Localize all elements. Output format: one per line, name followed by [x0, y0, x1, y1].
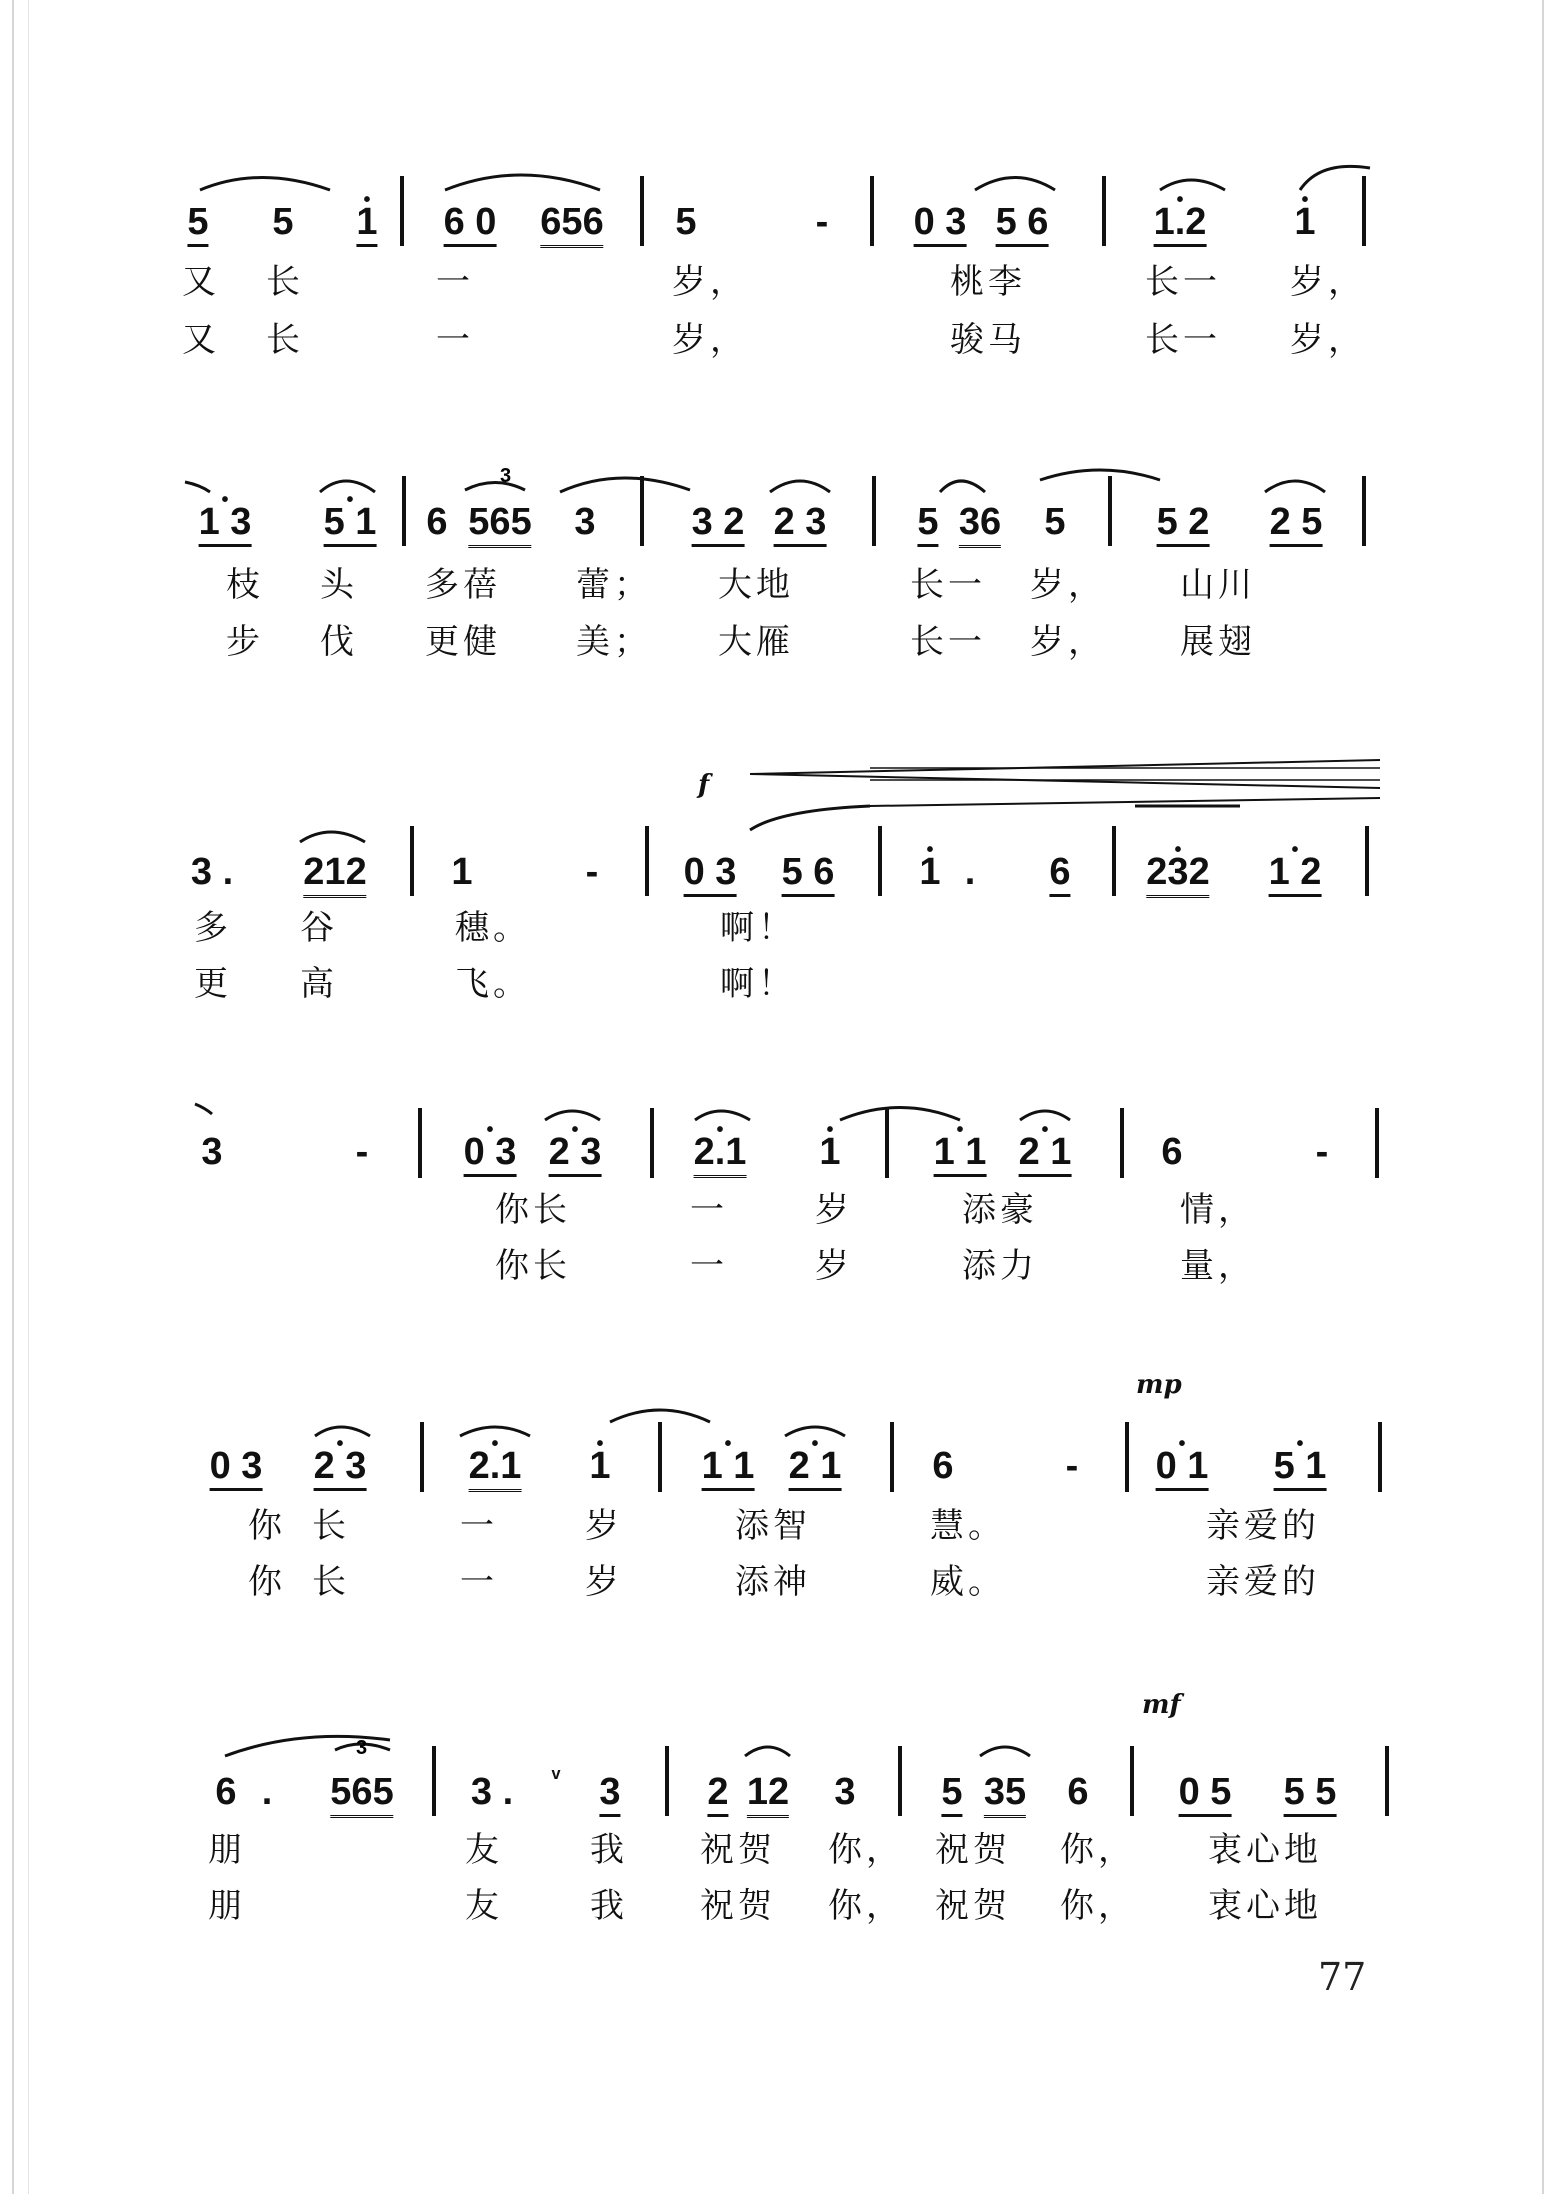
lyric: 我 [590, 1886, 628, 1926]
barline [420, 1422, 424, 1492]
note: - [585, 851, 599, 893]
lyric: 步 [226, 622, 264, 662]
lyric: 朋 [208, 1886, 246, 1926]
breath-mark: ᵛ [551, 1764, 561, 1791]
note: 36 [959, 502, 1001, 548]
barline [400, 176, 404, 246]
note: - [1065, 1445, 1079, 1487]
score-system-6 [0, 1690, 1556, 1990]
barline [1375, 1108, 1379, 1178]
note: 0 3 [210, 1446, 263, 1491]
barline [1108, 476, 1112, 546]
note: 0 3 [914, 202, 967, 247]
note: • 2 1 [1019, 1132, 1072, 1177]
lyric: 桃李 [950, 262, 1026, 302]
barline [1362, 476, 1366, 546]
lyric: 友 [465, 1830, 503, 1870]
lyric: 一 [690, 1190, 728, 1230]
note: 5 [272, 201, 294, 243]
barline [418, 1108, 422, 1178]
lyric: 长 [312, 1562, 350, 1602]
note: • 0 1 [1156, 1446, 1209, 1491]
lyric: 穗。 [455, 908, 531, 948]
note: • 2.1 [694, 1132, 747, 1178]
note: - [815, 201, 829, 243]
lyric: 衷心地 [1208, 1886, 1322, 1926]
lyric: 啊！ [720, 964, 796, 1004]
lyric: 友 [465, 1886, 503, 1926]
note: • 5 1 [1274, 1446, 1327, 1491]
note: 12 [747, 1772, 789, 1818]
lyric: 一 [436, 320, 474, 360]
svg-text:3: 3 [500, 465, 512, 487]
note: 3 . [470, 1771, 514, 1813]
lyric: 长一 [910, 622, 986, 662]
note: 35 [984, 1772, 1026, 1818]
score-system-5 [0, 1370, 1556, 1670]
note: • 1 1 [702, 1446, 755, 1491]
note: • 1 [1294, 202, 1315, 242]
note: • 1 [589, 1446, 610, 1486]
lyric: 你， [828, 1830, 904, 1870]
lyric: 添豪 [962, 1190, 1038, 1230]
lyric: 祝贺 [700, 1830, 776, 1870]
note: 3 2 [692, 502, 745, 547]
note: 5 6 [782, 852, 835, 897]
note: • 1.2 [1154, 202, 1207, 247]
lyric: 慧。 [930, 1506, 1006, 1546]
barline [1102, 176, 1106, 246]
lyric: 骏马 [950, 320, 1026, 360]
lyric: 伐 [320, 622, 358, 662]
barline [402, 476, 406, 546]
lyric: 更健 [425, 622, 501, 662]
barline [658, 1422, 662, 1492]
dynamic-marking: f [698, 770, 710, 800]
note: 656 [540, 202, 603, 248]
lyric: 添智 [735, 1506, 811, 1546]
lyric: 一 [690, 1246, 728, 1286]
note: 5 5 [1284, 1772, 1337, 1817]
note: 5 [187, 202, 208, 247]
barline [870, 176, 874, 246]
score-system-3 [0, 740, 1556, 1040]
lyric: 岁， [1030, 622, 1106, 662]
note: • 2 1 [789, 1446, 842, 1491]
note: • 1 2 [1269, 852, 1322, 897]
note: 6 [932, 1445, 954, 1487]
note: 6 [215, 1771, 237, 1813]
note: • 232 [1146, 852, 1209, 898]
note: 3 . [190, 851, 234, 893]
lyric: 一 [460, 1506, 498, 1546]
note: 212 [303, 852, 366, 898]
lyric: 岁 [585, 1562, 623, 1602]
note: • 5 1 [324, 502, 377, 547]
lyric: 展翅 [1180, 622, 1256, 662]
lyric: 大地 [718, 565, 794, 605]
barline [1378, 1422, 1382, 1492]
note: • 1 [819, 1132, 840, 1172]
lyric: 又 [182, 320, 220, 360]
lyric: 啊！ [720, 908, 796, 948]
note: • 2 3 [549, 1132, 602, 1177]
lyric: 你长 [495, 1246, 571, 1286]
lyric: 多 [194, 908, 232, 948]
barline [665, 1746, 669, 1816]
lyric: 谷 [300, 908, 338, 948]
note: 3 [201, 1131, 223, 1173]
lyric: 你， [828, 1886, 904, 1926]
lyric: 朋 [208, 1830, 246, 1870]
barline [898, 1746, 902, 1816]
lyric: 一 [436, 262, 474, 302]
score-system-4 [0, 1080, 1556, 1380]
lyric: 一 [460, 1562, 498, 1602]
lyric: 长 [266, 320, 304, 360]
lyric: 岁， [672, 320, 748, 360]
note: 1 [451, 851, 473, 893]
barline [650, 1108, 654, 1178]
lyric: 长一 [910, 565, 986, 605]
note: • 1 3 [199, 502, 252, 547]
lyric: 衷心地 [1208, 1830, 1322, 1870]
lyric: 你， [1060, 1886, 1136, 1926]
barline [878, 826, 882, 896]
page-number: 77 [1318, 1955, 1367, 1999]
lyric: 你 [248, 1562, 286, 1602]
lyric: 祝贺 [935, 1830, 1011, 1870]
lyric: 枝 [226, 565, 264, 605]
barline [872, 476, 876, 546]
lyric: 祝贺 [700, 1886, 776, 1926]
lyric: 岁 [585, 1506, 623, 1546]
note: 5 [675, 201, 697, 243]
note: • 2 3 [314, 1446, 367, 1491]
lyric: 山川 [1180, 565, 1256, 605]
barline [640, 476, 644, 546]
note: 2 [707, 1772, 728, 1817]
barline [1385, 1746, 1389, 1816]
note: 2 3 [774, 502, 827, 547]
lyric: 岁 [815, 1246, 853, 1286]
barline [640, 176, 644, 246]
barline [885, 1108, 889, 1178]
note: 6 [1161, 1131, 1183, 1173]
lyric: 飞。 [455, 964, 531, 1004]
note: - [1315, 1131, 1329, 1173]
lyric: 亲爱的 [1206, 1506, 1320, 1546]
note: 565 [330, 1772, 393, 1818]
note: 5 2 [1157, 502, 1210, 547]
lyric: 亲爱的 [1206, 1562, 1320, 1602]
lyric: 多蓓 [425, 565, 501, 605]
note: 2 5 [1270, 502, 1323, 547]
lyric: 添神 [735, 1562, 811, 1602]
lyric: 长 [312, 1506, 350, 1546]
lyric: 岁， [1290, 320, 1366, 360]
note: • 0 3 [464, 1132, 517, 1177]
note: 0 3 [684, 852, 737, 897]
lyric: 蕾； [576, 565, 652, 605]
note: - [355, 1131, 369, 1173]
barline [1362, 176, 1366, 246]
lyric: 我 [590, 1830, 628, 1870]
svg-text:3: 3 [356, 1737, 368, 1759]
note: • 2.1 [469, 1446, 522, 1492]
score-system-2 [0, 440, 1556, 740]
lyric: 岁， [672, 262, 748, 302]
note: 0 5 [1179, 1772, 1232, 1817]
note: 5 6 [996, 202, 1049, 247]
barline [410, 826, 414, 896]
barline [1365, 826, 1369, 896]
note: 6 [1049, 852, 1070, 897]
barline [1120, 1108, 1124, 1178]
lyric: 添力 [962, 1246, 1038, 1286]
note: 5 [941, 1772, 962, 1817]
dynamic-marking: mf [1142, 1690, 1181, 1720]
note: 6 [1067, 1771, 1089, 1813]
lyric: 头 [320, 565, 358, 605]
note: • 1 [919, 852, 940, 892]
lyric: 长一 [1145, 320, 1221, 360]
note: • 1 [356, 202, 377, 247]
lyric: 岁 [815, 1190, 853, 1230]
note: 565 [468, 502, 531, 548]
note: 5 [917, 502, 938, 547]
lyric: 大雁 [718, 622, 794, 662]
barline [890, 1422, 894, 1492]
note: 3 [574, 501, 596, 543]
slur-layer [0, 1080, 1556, 1380]
note: 3 [834, 1771, 856, 1813]
barline [645, 826, 649, 896]
lyric: 你长 [495, 1190, 571, 1230]
barline [1130, 1746, 1134, 1816]
note: 6 0 [444, 202, 497, 247]
lyric: 量， [1180, 1246, 1256, 1286]
lyric: 祝贺 [935, 1886, 1011, 1926]
note: . [964, 851, 976, 893]
barline [432, 1746, 436, 1816]
barline [1125, 1422, 1129, 1492]
note: 3 [599, 1772, 620, 1817]
dynamic-marking: mp [1136, 1370, 1182, 1400]
lyric: 美； [576, 622, 652, 662]
lyric: 岁， [1030, 565, 1106, 605]
score-system-1 [0, 140, 1556, 440]
lyric: 你， [1060, 1830, 1136, 1870]
lyric: 情， [1180, 1190, 1256, 1230]
lyric: 岁， [1290, 262, 1366, 302]
lyric: 又 [182, 262, 220, 302]
lyric: 你 [248, 1506, 286, 1546]
note: 5 [1044, 501, 1066, 543]
note: . [261, 1771, 273, 1813]
lyric: 长 [266, 262, 304, 302]
lyric: 长一 [1145, 262, 1221, 302]
lyric: 更 [194, 964, 232, 1004]
lyric: 高 [300, 964, 338, 1004]
note: 6 [426, 501, 448, 543]
note: • 1 1 [934, 1132, 987, 1177]
barline [1112, 826, 1116, 896]
lyric: 威。 [930, 1562, 1006, 1602]
